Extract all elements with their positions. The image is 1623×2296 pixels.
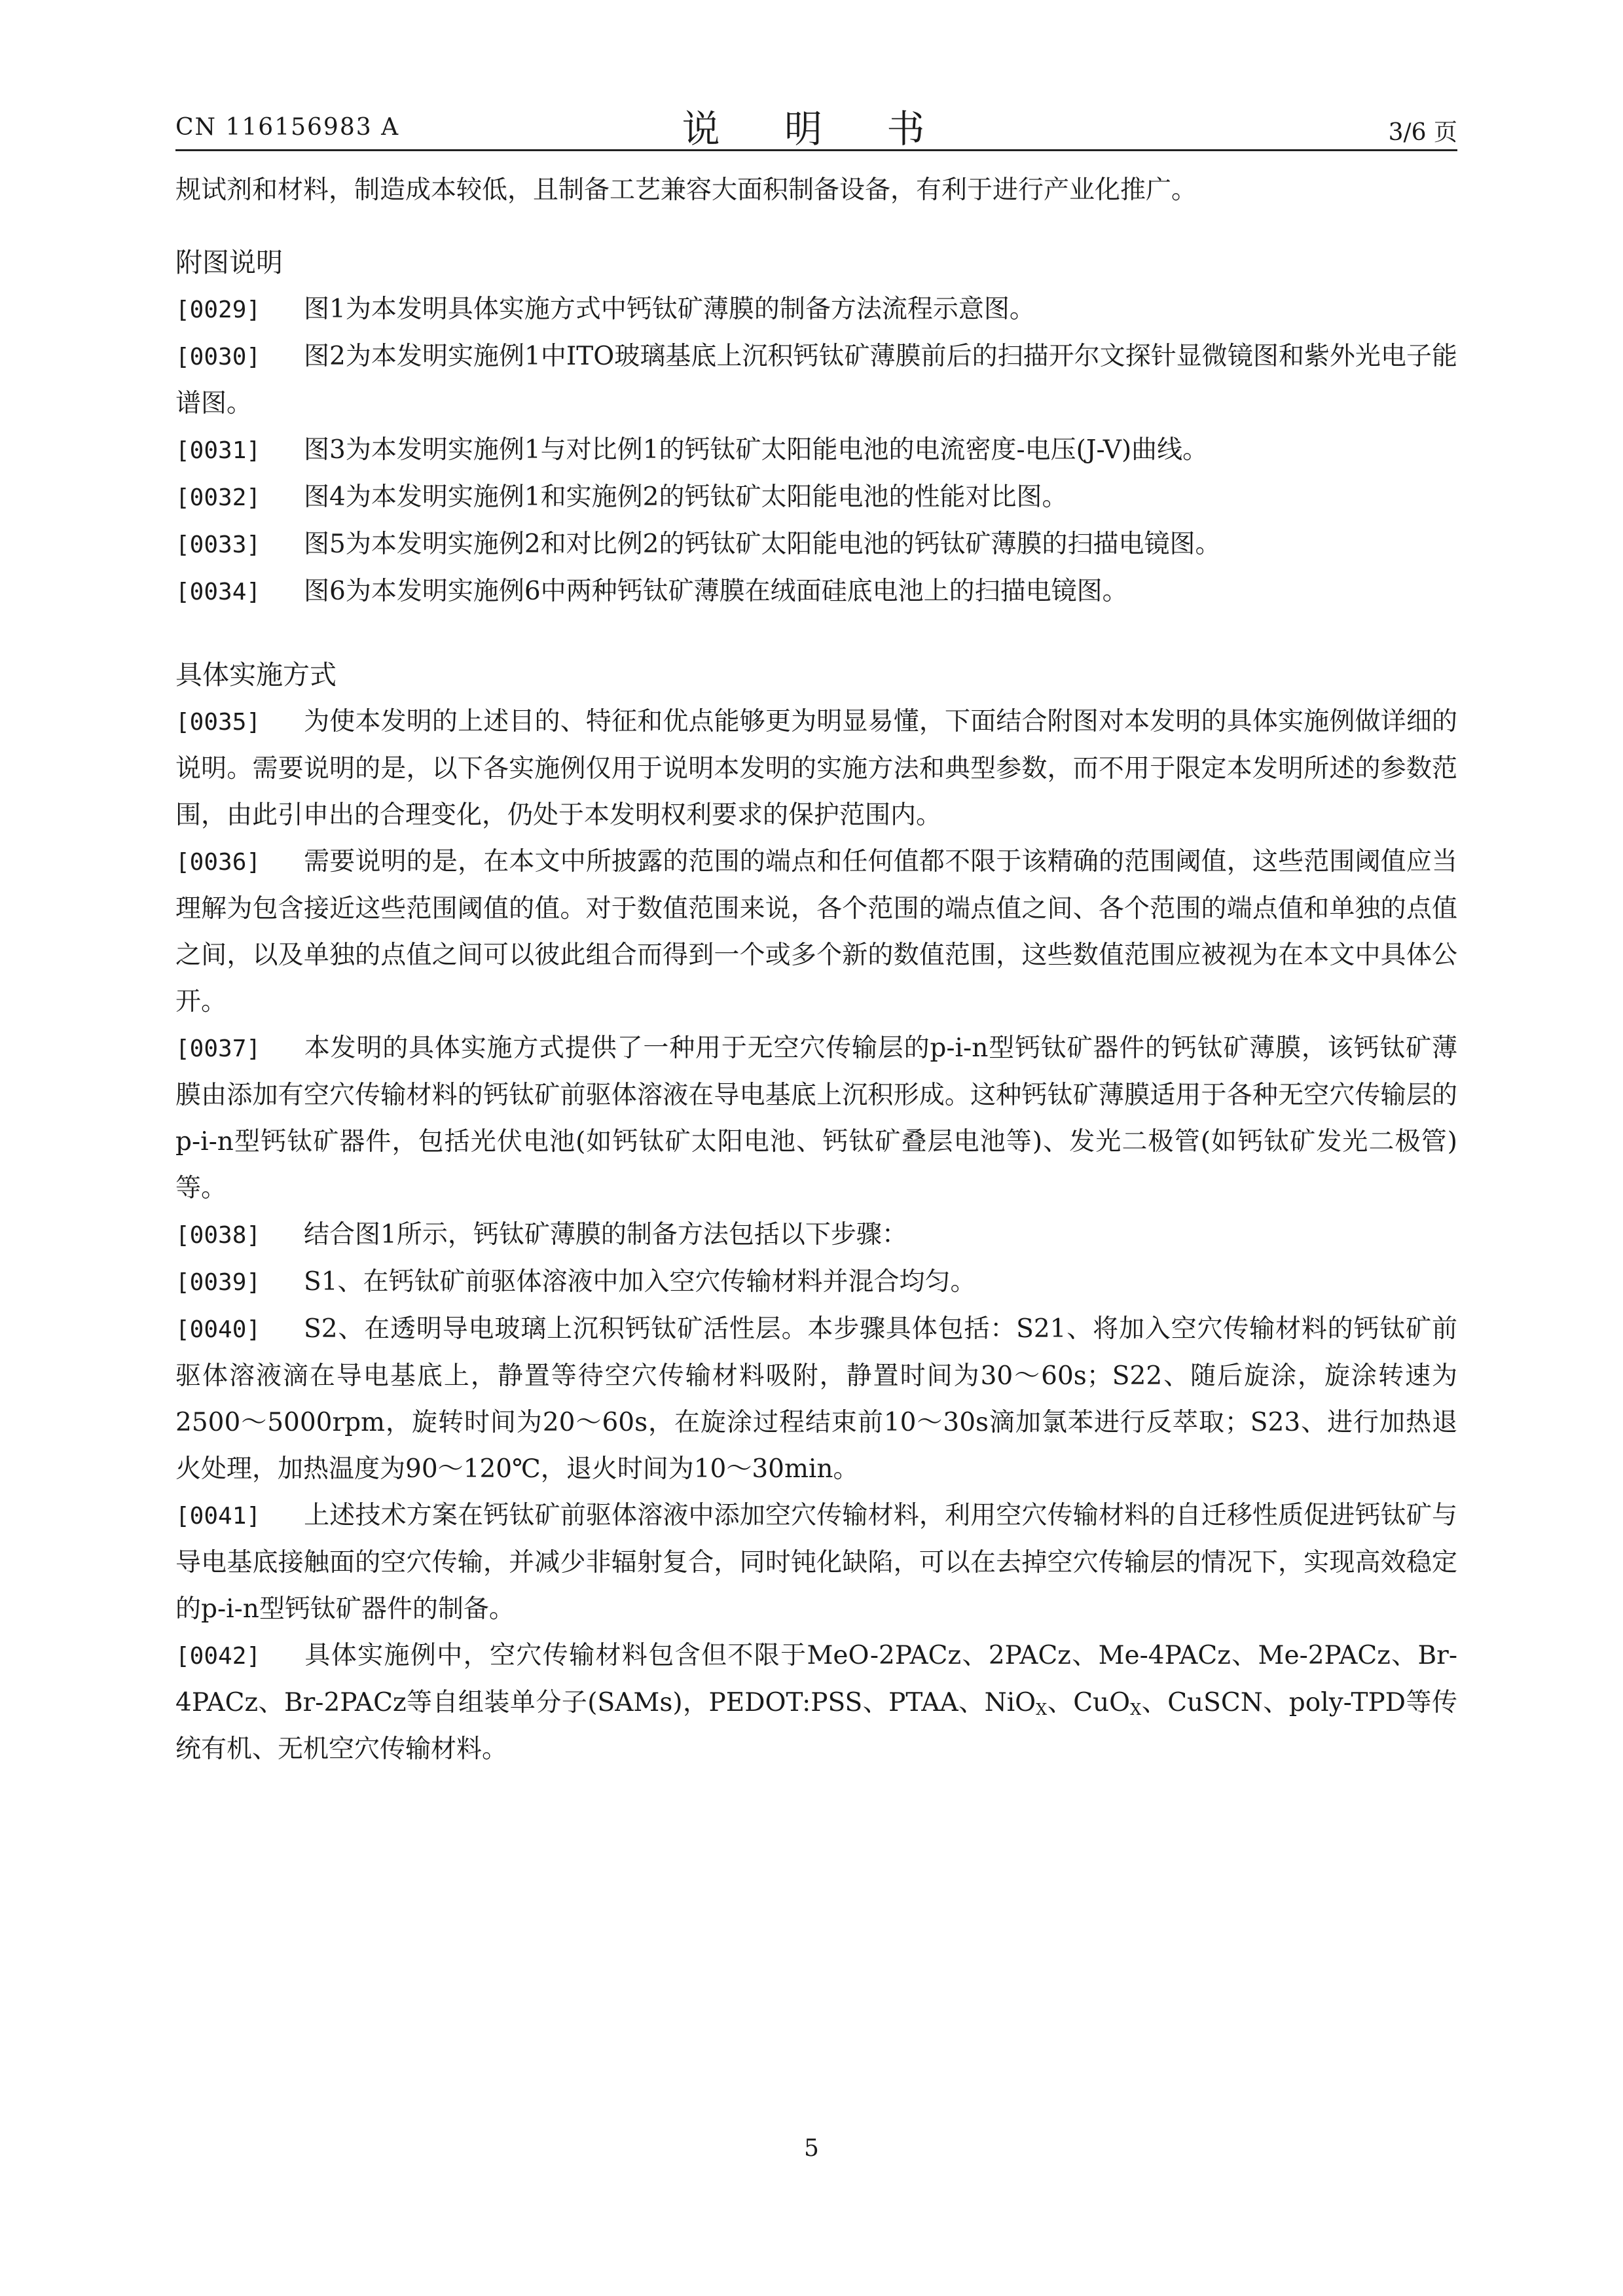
- paragraph-text: 图3为本发明实施例1与对比例1的钙钛矿太阳能电池的电流密度-电压(J-V)曲线。: [304, 435, 1209, 465]
- paragraph-0039: [175, 1259, 1457, 1306]
- paragraph-text-c: 、CuSCN、poly-TPD等传统有机、无机空穴传输材料。: [175, 1688, 1457, 1764]
- paragraph-0037: [175, 1025, 1457, 1211]
- page-number: 5: [804, 2135, 819, 2162]
- paragraph-text: 结合图1所示，钙钛矿薄膜的制备方法包括以下步骤：: [304, 1220, 907, 1249]
- subscript-x: X: [1130, 1700, 1142, 1719]
- publication-number: CN 116156983 A: [175, 114, 400, 141]
- paragraph-text: 图5为本发明实施例2和对比例2的钙钛矿太阳能电池的钙钛矿薄膜的扫描电镜图。: [304, 529, 1221, 559]
- paragraph-text: S1、在钙钛矿前驱体溶液中加入空穴传输材料并混合均匀。: [304, 1267, 976, 1297]
- paragraph-number: [0037]: [175, 1035, 261, 1062]
- subscript-x: X: [1036, 1700, 1048, 1719]
- paragraph-text: 需要说明的是，在本文中所披露的范围的端点和任何值都不限于该精确的范围阈值，这些范围阈值应当理解为包含接近这些范围阈值的值。对于数值范围来说，各个范围的端点值之间、各个范围的端点值和单独的点值之间，以及单独的点值之间可以彼此组合而得到一个或多个新的数值范围，这些数值范围应被视为在本文中具体公开。: [175, 847, 1457, 1016]
- paragraph-number: [0034]: [175, 579, 261, 605]
- paragraph-text: 上述技术方案在钙钛矿前驱体溶液中添加空穴传输材料，利用空穴传输材料的自迁移性质促进钙钛矿与导电基底接触面的空穴传输，并减少非辐射复合，同时钝化缺陷，可以在去掉空穴传输层的情况下，实现高效稳定的p-i-n型钙钛矿器件的制备。: [175, 1501, 1457, 1624]
- header-rule: [175, 149, 1457, 151]
- paragraph-0029: [175, 286, 1457, 333]
- paragraph-number: [0039]: [175, 1269, 261, 1296]
- paragraph-0038: [175, 1211, 1457, 1259]
- paragraph-0031: [175, 427, 1457, 474]
- page-header: [175, 98, 1457, 151]
- intro-line: 规试剂和材料，制造成本较低，且制备工艺兼容大面积制备设备，有利于进行产业化推广。: [175, 175, 1197, 205]
- paragraph-number: [0038]: [175, 1222, 261, 1249]
- figures-section-title: 附图说明: [175, 247, 283, 278]
- document-body: [175, 167, 1457, 1772]
- paragraph-text: 图2为本发明实施例1中ITO玻璃基底上沉积钙钛矿薄膜前后的扫描开尔文探针显微镜图和紫外光电子能谱图。: [175, 342, 1457, 418]
- paragraph-0032: [175, 474, 1457, 521]
- page-indicator: 3/6 页: [1388, 119, 1457, 146]
- paragraph-text: 图4为本发明实施例1和实施例2的钙钛矿太阳能电池的性能对比图。: [304, 482, 1068, 512]
- paragraph-0036: [175, 838, 1457, 1025]
- paragraph-number: [0029]: [175, 296, 261, 323]
- paragraph-text-a: 具体实施例中，空穴传输材料包含但不限于MeO-2PACz、2PACz、Me-4PACz、Me-2PACz、Br-4PACz、Br-2PACz等自组装单分子(SAMs)，PEDOT:PSS、PTAA、NiO: [175, 1641, 1457, 1717]
- document-title: 说 明 书: [682, 107, 951, 151]
- paragraph-text: 图1为本发明具体实施方式中钙钛矿薄膜的制备方法流程示意图。: [304, 295, 1035, 324]
- paragraph-0041: [175, 1492, 1457, 1632]
- paragraph-number: [0040]: [175, 1316, 261, 1343]
- paragraph-0030: [175, 333, 1457, 427]
- paragraph-number: [0036]: [175, 849, 261, 876]
- paragraph-text: 为使本发明的上述目的、特征和优点能够更为明显易懂，下面结合附图对本发明的具体实施例做详细的说明。需要说明的是，以下各实施例仅用于说明本发明的实施方法和典型参数，而不用于限定本发明所述的参数范围，由此引申出的合理变化，仍处于本发明权利要求的保护范围内。: [175, 707, 1457, 830]
- paragraph-number: [0042]: [175, 1643, 261, 1670]
- paragraph-0042: [175, 1632, 1457, 1772]
- embodiments-section-title: 具体实施方式: [175, 659, 337, 691]
- paragraph-number: [0035]: [175, 709, 261, 736]
- paragraph-number: [0033]: [175, 531, 261, 558]
- paragraph-0033: [175, 521, 1457, 568]
- paragraph-0035: [175, 698, 1457, 838]
- paragraph-text: S2、在透明导电玻璃上沉积钙钛矿活性层。本步骤具体包括：S21、将加入空穴传输材料的钙钛矿前驱体溶液滴在导电基底上，静置等待空穴传输材料吸附，静置时间为30～60s；S22、随后旋涂，旋涂转速为2500～5000rpm，旋转时间为20～60s，在旋涂过程结束前10～30s滴加氯苯进行反萃取；S23、进行加热退火处理，加热温度为90～120℃，退火时间为10～30min。: [175, 1314, 1457, 1484]
- paragraph-0034: [175, 568, 1457, 615]
- paragraph-number: [0030]: [175, 344, 261, 370]
- paragraph-text-b: 、CuO: [1047, 1688, 1131, 1717]
- paragraph-number: [0031]: [175, 437, 261, 464]
- paragraph-0040: [175, 1306, 1457, 1492]
- paragraph-number: [0032]: [175, 484, 261, 511]
- paragraph-number: [0041]: [175, 1503, 261, 1530]
- paragraph-text: 图6为本发明实施例6中两种钙钛矿薄膜在绒面硅底电池上的扫描电镜图。: [304, 577, 1128, 606]
- paragraph-text: 本发明的具体实施方式提供了一种用于无空穴传输层的p-i-n型钙钛矿器件的钙钛矿薄膜，该钙钛矿薄膜由添加有空穴传输材料的钙钛矿前驱体溶液在导电基底上沉积形成。这种钙钛矿薄膜适用于各种无空穴传输层的p-i-n型钙钛矿器件，包括光伏电池(如钙钛矿太阳电池、钙钛矿叠层电池等)、发光二极管(如钙钛矿发光二极管)等。: [175, 1033, 1457, 1203]
